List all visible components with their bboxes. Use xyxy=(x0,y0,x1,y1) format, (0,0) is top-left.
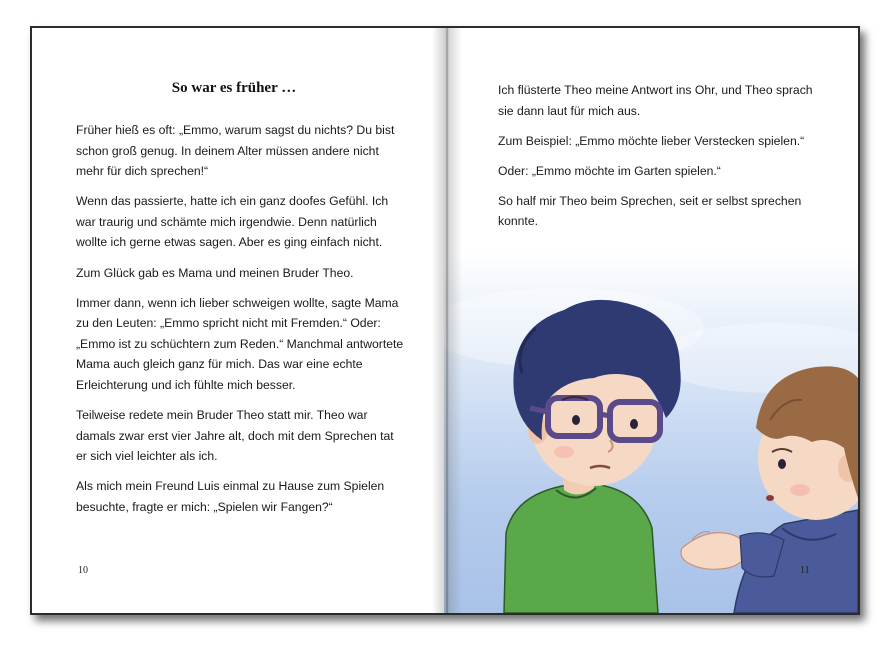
open-book xyxy=(30,26,860,615)
paragraph: Früher hieß es oft: „Emmo, warum sagst du nichts? Du bist schon groß genug. In deinem Alter müssen andere nicht mehr für dich sprechen!“ xyxy=(76,123,395,179)
page-title: So war es früher … xyxy=(171,80,297,96)
page-number-left: 10 xyxy=(78,565,88,576)
paragraph: Teilweise redete mein Bruder Theo statt mir. Theo war damals zwar erst vier Jahre alt, doch mit dem Sprechen tat er sich viel leichter als ich. xyxy=(76,408,394,464)
boy-theo-figure xyxy=(681,366,858,613)
paragraph: Wenn das passierte, hatte ich ein ganz doofes Gefühl. Ich war traurig und schämte mich irgendwie. Denn natürlich wollte ich gerne etwas sagen. Aber es ging einfach nicht. xyxy=(76,194,389,250)
paragraph: Immer dann, wenn ich lieber schweigen wollte, sagte Mama zu den Leuten: „Emmo spricht nicht mit Fremden.“ Oder: „Emmo ist zu schüchtern zum Reden.“ Manchmal antwortete Mama auch gleich ganz für mich. Das war eine echte Erleichterung und ich fühlte mich besser. xyxy=(76,295,404,393)
paragraph: Oder: „Emmo möchte im Garten spielen.“ xyxy=(498,163,721,178)
paragraph: Zum Glück gab es Mama und meinen Bruder Theo. xyxy=(76,265,354,280)
paragraph: So half mir Theo beim Sprechen, seit er selbst sprechen konnte. xyxy=(498,193,802,229)
book-gutter-shadow xyxy=(432,28,462,613)
illustration xyxy=(444,28,858,613)
paragraph: Ich flüsterte Theo meine Antwort ins Ohr, und Theo sprach sie dann laut für mich aus. xyxy=(498,83,813,118)
paragraph: Als mich mein Freund Luis einmal zu Hause zum Spielen besuchte, fragte er mich: „Spielen wir Fangen?“ xyxy=(76,479,385,514)
page-number-right: 11 xyxy=(800,565,810,576)
boy-emmo-figure xyxy=(504,300,681,613)
left-page xyxy=(32,28,444,613)
right-page xyxy=(444,28,858,613)
left-text-column xyxy=(76,120,406,527)
paragraph: Zum Beispiel: „Emmo möchte lieber Verstecken spielen.“ xyxy=(498,133,805,148)
